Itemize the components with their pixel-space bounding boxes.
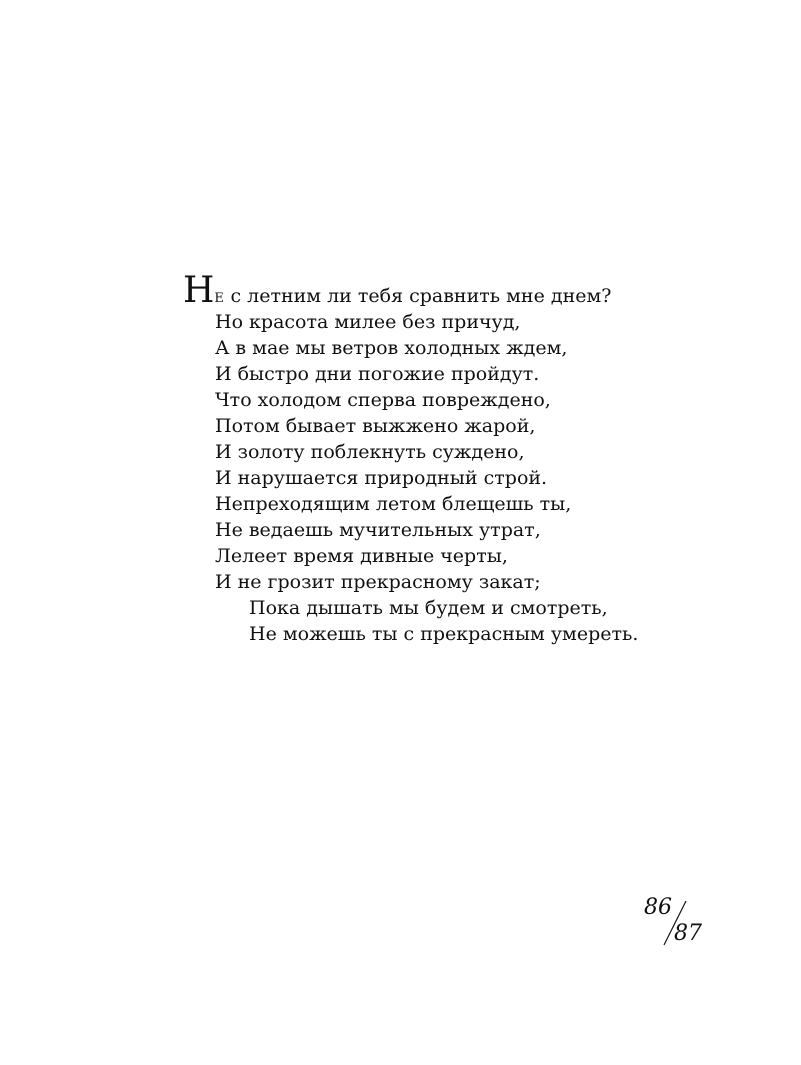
poem-line-3: А в мае мы ветров холодных ждем, bbox=[215, 337, 568, 359]
poem-line-1 bbox=[183, 270, 612, 311]
poem-line-4: И быстро дни погожие пройдут. bbox=[215, 363, 540, 385]
poem-line-7: И золоту поблекнуть суждено, bbox=[215, 441, 525, 463]
left-page-number: 86 bbox=[644, 895, 672, 920]
drop-cap: Н bbox=[183, 270, 215, 311]
poem-line-5: Что холодом сперва повреждено, bbox=[215, 389, 551, 411]
poem-line-13: Пока дышать мы будем и смотреть, bbox=[249, 597, 608, 619]
poem-line-2: Но красота милее без причуд, bbox=[215, 311, 521, 333]
poem-line-11: Лелеет время дивные черты, bbox=[215, 545, 508, 567]
poem-line-12: И не грозит прекрасному закат; bbox=[215, 571, 541, 593]
poem-line-14: Не можешь ты с прекрасным умереть. bbox=[249, 623, 639, 645]
poem-line-10: Не ведаешь мучительных утрат, bbox=[215, 519, 541, 541]
poem-line-6: Потом бывает выжжено жарой, bbox=[215, 415, 536, 437]
first-line-text: с летним ли тебя сравнить мне днем? bbox=[224, 285, 612, 307]
poem-line-9: Непреходящим летом блещешь ты, bbox=[215, 493, 572, 515]
page-numbers bbox=[640, 895, 710, 955]
small-caps-letter: Е bbox=[214, 291, 225, 306]
right-page-number: 87 bbox=[674, 921, 702, 946]
poem-line-8: И нарушается природный строй. bbox=[215, 467, 548, 489]
